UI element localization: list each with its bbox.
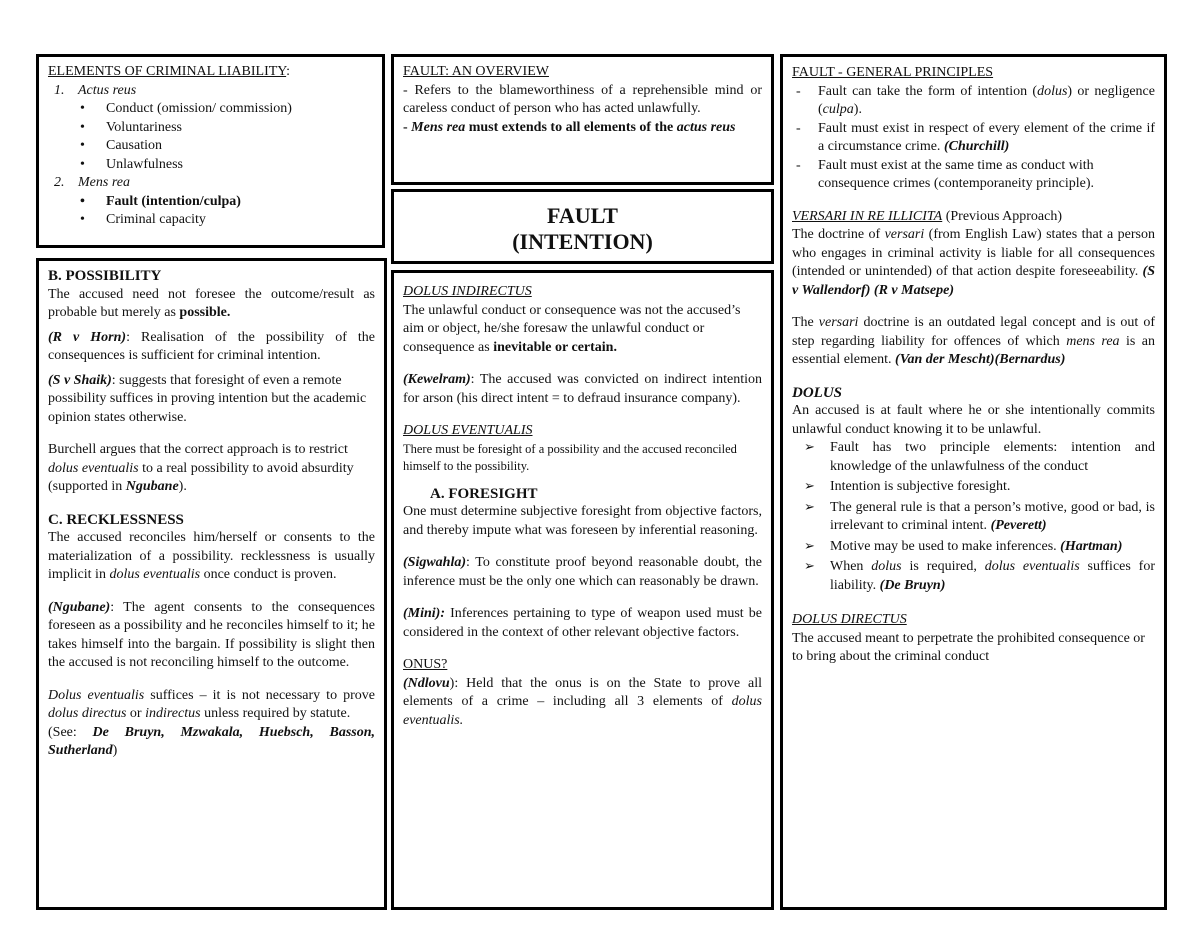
list-item: ➢ The general rule is that a person’s motive, good or bad, is irrelevant to criminal intent. (Peverett) [830, 499, 1155, 536]
list-item: - Fault must exist in respect of every element of the crime if a circumstance crime. (Churchill) [818, 120, 1155, 157]
versari-paragraph: The doctrine of versari (from English Law) states that a person who engages in criminal activity is liable for all consequences (intended or unintended) of that action despite foreseeability. (S v Wallendorf) (R v Matsepe) [792, 227, 1156, 298]
directus-heading: DOLUS DIRECTUS [792, 612, 907, 627]
list-item: • Conduct (omission/ commission) [106, 100, 373, 119]
possibility-p1: The accused need not foresee the outcome/result as probable but merely as possible. [48, 286, 375, 320]
recklessness-p1: The accused reconciles him/herself or consents to the materialization of a possibility. recklessness is usually implicit in dolus eventualis once conduct is proven. [48, 530, 375, 582]
overview-line2: - Mens rea must extends to all elements of the actus reus [403, 119, 736, 135]
directus-text: The accused meant to perpetrate the prohibited consequence or to bring about the criminal conduct [792, 630, 1145, 664]
foresight-text: One must determine subjective foresight from objective factors, and thereby impute what was foreseen by inferential reasoning. [403, 504, 762, 538]
list-item: • Voluntariness [106, 119, 373, 138]
shaik-paragraph: (S v Shaik): suggests that foresight of even a remote possibility suffices in proving intention but the academic opinion states otherwise. [48, 372, 367, 425]
outdated-paragraph: The versari doctrine is an outdated legal concept and is out of step regarding liability for offences of which mens rea is an essential element. (Van der Mescht)(Bernardus) [792, 315, 1155, 367]
list-item: ➢ Intention is subjective foresight. [830, 478, 1155, 497]
list-item: • Criminal capacity [106, 211, 373, 230]
kewelram-paragraph: (Kewelram): The accused was convicted on indirect intention for arson (his direct intent = to defraud insurance company). [403, 372, 762, 406]
dolus-types-box [391, 270, 774, 910]
onus-heading: ONUS? [403, 657, 448, 672]
list-item: ➢ Motive may be used to make inferences. (Hartman) [830, 538, 1155, 557]
burchell-paragraph: Burchell argues that the correct approach is to restrict dolus eventualis to a real possibility to avoid absurdity (supported in Ngubane). [48, 442, 354, 494]
elements-list [48, 82, 373, 230]
list-item: - Fault must exist at the same time as conduct with consequence crimes (contemporaneity principle). [818, 157, 1155, 194]
ngubane-paragraph: (Ngubane): The agent consents to the consequences foreseen as a possibility and he reconciles himself to it; he takes himself into the bargain. If possibility is slight then the accused is not reconciling himself to the outcome. [48, 599, 375, 670]
recklessness-heading: C. RECKLESSNESS [48, 511, 184, 528]
elements-item-mens: 2. Mens rea • Fault (intention/culpa) • Criminal capacity [78, 174, 373, 230]
list-item: ➢ When dolus is required, dolus eventualis suffices for liability. (De Bruyn) [830, 558, 1155, 595]
possibility-heading: B. POSSIBILITY [48, 268, 162, 284]
overview-heading: FAULT: AN OVERVIEW [403, 64, 549, 79]
elements-heading: ELEMENTS OF CRIMINAL LIABILITY: [48, 64, 291, 79]
overview-box [391, 54, 774, 185]
horn-paragraph: (R v Horn): Realisation of the possibility of the consequences is sufficient for criminal intention. [48, 329, 375, 363]
title-box [391, 189, 774, 264]
principles-box [780, 54, 1167, 910]
indirectus-text: The unlawful conduct or consequence was not the accused’s aim or object, he/she foresaw the unlawful conduct or consequence as inevitable or certain. [403, 302, 741, 355]
mens-bullets [78, 193, 373, 230]
possibility-box [36, 258, 387, 910]
mini-paragraph: (Mini): Inferences pertaining to type of weapon used must be considered in the context of other relevant objective factors. [403, 606, 762, 640]
principles-heading: FAULT - GENERAL PRINCIPLES [792, 65, 994, 80]
dolus-points [792, 439, 1155, 595]
eventualis-suffices-paragraph: Dolus eventualis suffices – it is not necessary to prove dolus directus or indirectus unless required by statute. [48, 687, 375, 721]
principles-list [792, 83, 1155, 194]
page-subtitle: (INTENTION) [512, 229, 653, 254]
see-cases: (See: De Bruyn, Mzwakala, Huebsch, Basson, Sutherland) [48, 724, 376, 758]
actus-bullets [78, 100, 373, 174]
elements-box [36, 54, 385, 248]
eventualis-text: There must be foresight of a possibility and the accused reconciled himself to the possibility. [403, 441, 737, 473]
foresight-heading: A. FORESIGHT [430, 485, 538, 502]
elements-item-actus: 1. Actus reus • Conduct (omission/ commission) • Voluntariness • Causation • Unlawfulness [78, 82, 373, 175]
list-item: • Causation [106, 137, 373, 156]
eventualis-heading: DOLUS EVENTUALIS [403, 423, 533, 438]
list-item: ➢ Fault has two principle elements: intention and knowledge of the unlawfulness of the conduct [830, 439, 1155, 476]
dolus-text: An accused is at fault where he or she intentionally commits unlawful conduct knowing it to be unlawful. [792, 403, 1155, 437]
overview-line1: - Refers to the blameworthiness of a reprehensible mind or careless conduct of person who has acted unlawfully. [403, 82, 762, 116]
sigwahla-paragraph: (Sigwahla): To constitute proof beyond reasonable doubt, the inference must be the only one which can reasonably be drawn. [403, 555, 762, 589]
dolus-heading: DOLUS [792, 384, 843, 401]
indirectus-heading: DOLUS INDIRECTUS [403, 284, 532, 299]
list-item: - Fault can take the form of intention (dolus) or negligence (culpa). [818, 83, 1155, 120]
versari-heading: VERSARI IN RE ILLICITA (Previous Approach) [792, 208, 1062, 224]
list-item: • Fault (intention/culpa) [106, 193, 373, 212]
ndlovu-paragraph: (Ndlovu): Held that the onus is on the State to prove all elements of a crime – including all 3 elements of dolus eventualis. [403, 675, 762, 728]
list-item: • Unlawfulness [106, 156, 373, 175]
page-title: FAULT [547, 203, 618, 228]
